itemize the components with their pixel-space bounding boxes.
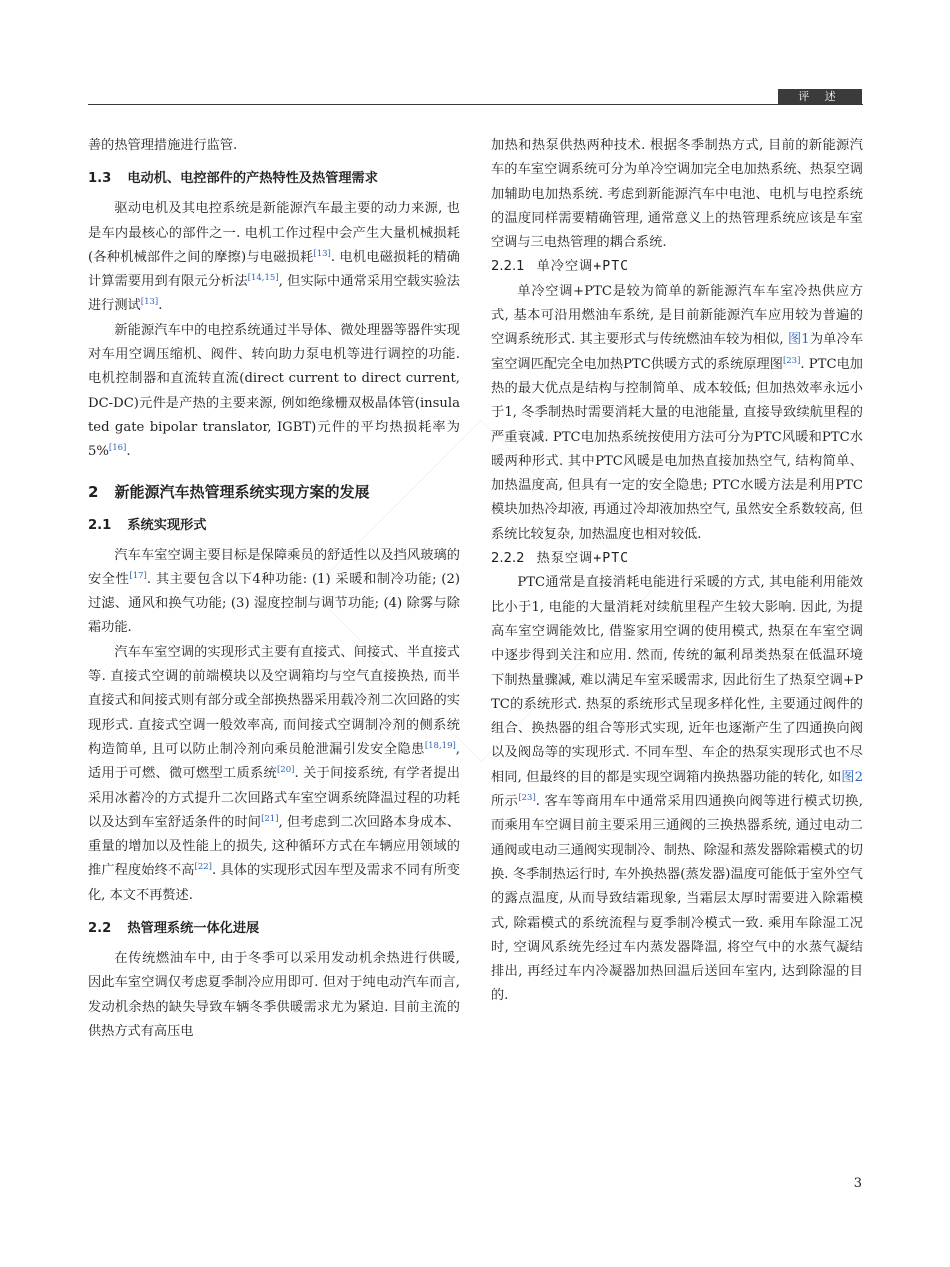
- section-tag: 评 述: [778, 89, 862, 104]
- header-rule: [88, 104, 863, 105]
- citation-link[interactable]: [20]: [276, 765, 295, 776]
- continued-paragraph: 加热和热泵供热两种技术. 根据冬季制热方式, 目前的新能源汽车的车室空调系统可分为单冷空调加完全电加热系统、热泵空调加辅助电加热系统. 考虑到新能源汽车中电池、电机与电控系统的温度同样需要精确管理, 通常意义上的热管理系统应该是车室空调与三电热管理的耦合系统.: [491, 138, 863, 251]
- citation-link[interactable]: [21]: [261, 813, 279, 824]
- citation-link[interactable]: [22]: [194, 862, 212, 873]
- subsection-number: 2.2.2: [491, 551, 525, 567]
- figure-1-link[interactable]: 图1: [787, 332, 810, 348]
- continued-paragraph: 善的热管理措施进行监管.: [88, 138, 238, 153]
- section-heading-2: [88, 479, 460, 505]
- citation-link[interactable]: [13]: [140, 297, 159, 308]
- section-heading-1-3: [88, 168, 460, 190]
- section-title: 系统实现形式: [127, 517, 207, 533]
- right-column: [491, 134, 863, 1009]
- subsection-heading-2-2-1: [491, 255, 863, 279]
- section-number: 2.1: [88, 517, 112, 533]
- section-number: 2.2: [88, 921, 112, 937]
- paragraph: 新能源汽车中的电控系统通过半导体、微处理器等器件实现对车用空调压缩机、阀件、转向助力泵电机等进行调控的功能. 电机控制器和直流转直流(direct current to direct current, DC-DC)元件是产热的主要来源, 例如绝缘栅双极晶体管(insulated gate bipolar translator, IGBT)元件的平均热损耗率为5%[16].: [88, 322, 460, 460]
- subsection-number: 2.2.1: [491, 259, 525, 275]
- citation-link[interactable]: [17]: [129, 570, 147, 581]
- section-heading-2-2: [88, 918, 460, 940]
- subsection-title: 热泵空调+PTC: [536, 551, 630, 567]
- section-heading-2-1: [88, 515, 460, 537]
- section-title: 新能源汽车热管理系统实现方案的发展: [114, 482, 370, 501]
- paragraph: 汽车车室空调的实现形式主要有直接式、间接式、半直接式等. 直接式空调的前端模块以及空调箱均与空气直接换热, 而半直接式和间接式则有部分或全部换热器采用载冷剂二次回路的实现形式. 直接式空调一般效率高, 而间接式空调制冷剂的侧系统构造简单, 且可以防止制冷剂向乘员舱泄漏引发安全隐患[18,19], 适用于可燃、微可燃型工质系统[20]. 关于间接系统, 有学者提出采用冰蓄冷的方式提升二次回路式车室空调系统降温过程的功耗以及达到车室舒适条件的时间[21], 但考虑到二次回路本身成本、重量的增加以及性能上的损失, 这种循环方式在车辆应用领域的推广程度始终不高[22]. 具体的实现形式因车型及需求不同有所变化, 本文不再赘述.: [88, 644, 460, 903]
- citation-link[interactable]: [14,15]: [247, 273, 279, 284]
- paragraph: 驱动电机及其电控系统是新能源汽车最主要的动力来源, 也是车内最核心的部件之一. 电机工作过程中会产生大量机械损耗(各种机械部件之间的摩擦)与电磁损耗[13]. 电机电磁损耗的精确计算需要用到有限元分析法[14,15], 但实际中通常采用空载实验法进行测试[13].: [88, 201, 460, 314]
- section-title: 电动机、电控部件的产热特性及热管理需求: [127, 171, 378, 187]
- section-number: 2: [88, 482, 99, 501]
- citation-link[interactable]: [13]: [313, 248, 331, 259]
- subsection-heading-2-2-2: [491, 547, 863, 571]
- figure-2-link[interactable]: 图2: [841, 769, 864, 785]
- paragraph: PTC通常是直接消耗电能进行采暖的方式, 其电能利用能效比小于1, 电能的大量消耗对续航里程产生较大影响. 因此, 为提高车室空调能效比, 借鉴家用空调的使用模式, 热泵在车室空调中逐步得到关注和应用. 然而, 传统的氟利昂类热泵在低温环境下制热量骤减, 难以满足车室采暖需求, 因此衍生了热泵空调+PTC的系统形式. 热泵的系统形式呈现多样化性, 主要通过阀件的组合、换热器的组合等形式实现, 近年也逐渐产生了四通换向阀以及阀岛等的实现形式. 不同车型、车企的热泵实现形式也不尽相同, 但最终的目的都是实现空调箱内换热器功能的转化, 如图2所示[23]. 客车等商用车中通常采用四通换向阀等进行模式切换, 而乘用车空调目前主要采用三通阀的三换热器系统, 通过电动二通阀或电动三通阀实现制冷、制热、除湿和蒸发器除霜模式的切换. 冬季制热运行时, 车外换热器(蒸发器)温度可能低于室外空气的露点温度, 从而导致结霜现象, 当霜层太厚时需要进入除霜模式, 除霜模式的系统流程与夏季制冷模式一致. 乘用车除湿工况时, 空调风系统先经过车内蒸发器降温, 将空气中的水蒸气凝结排出, 再经过车内冷凝器加热回温后送回车室内, 达到除湿的目的.: [491, 575, 864, 1004]
- citation-link[interactable]: [18,19]: [424, 740, 456, 751]
- paragraph: 在传统燃油车中, 由于冬季可以采用发动机余热进行供暖, 因此车室空调仅考虑夏季制冷应用即可. 但对于纯电动汽车而言, 发动机余热的缺失导致车辆冬季供暖需求尤为紧迫. 目前主流的供热方式有高压电: [88, 951, 460, 1039]
- section-title: 热管理系统一体化进展: [127, 921, 260, 937]
- paragraph: 单冷空调+PTC是较为简单的新能源汽车车室冷热供应方式, 基本可沿用燃油车系统, 是目前新能源汽车应用较为普遍的空调系统形式. 其主要形式与传统燃油车较为相似, 图1为单冷车室空调匹配完全电加热PTC供暖方式的系统原理图[23]. PTC电加热的最大优点是结构与控制简单、成本较低; 但加热效率永远小于1, 冬季制热时需要消耗大量的电池能量, 直接导致续航里程的严重衰减. PTC电加热系统按使用方法可分为PTC风暖和PTC水暖两种形式. 其中PTC风暖是电加热直接加热空气, 结构简单、加热温度高, 但具有一定的安全隐患; PTC水暖方法是利用PTC模块加热冷却液, 再通过冷却液加热空气, 虽然安全系数较高, 但系统比较复杂, 加热温度也相对较低.: [491, 283, 864, 542]
- subsection-title: 单冷空调+PTC: [536, 259, 630, 275]
- citation-link[interactable]: [16]: [108, 443, 127, 454]
- citation-link[interactable]: [23]: [518, 793, 536, 804]
- citation-link[interactable]: [23]: [782, 355, 801, 366]
- left-column: [88, 134, 460, 1044]
- section-number: 1.3: [88, 171, 112, 187]
- page-number: 3: [853, 1176, 862, 1191]
- paragraph: 汽车车室空调主要目标是保障乘员的舒适性以及挡风玻璃的安全性[17]. 其主要包含以下4种功能: (1) 采暖和制冷功能; (2) 过滤、通风和换气功能; (3) 湿度控制与调节功能; (4) 除雾与除霜功能.: [88, 547, 460, 636]
